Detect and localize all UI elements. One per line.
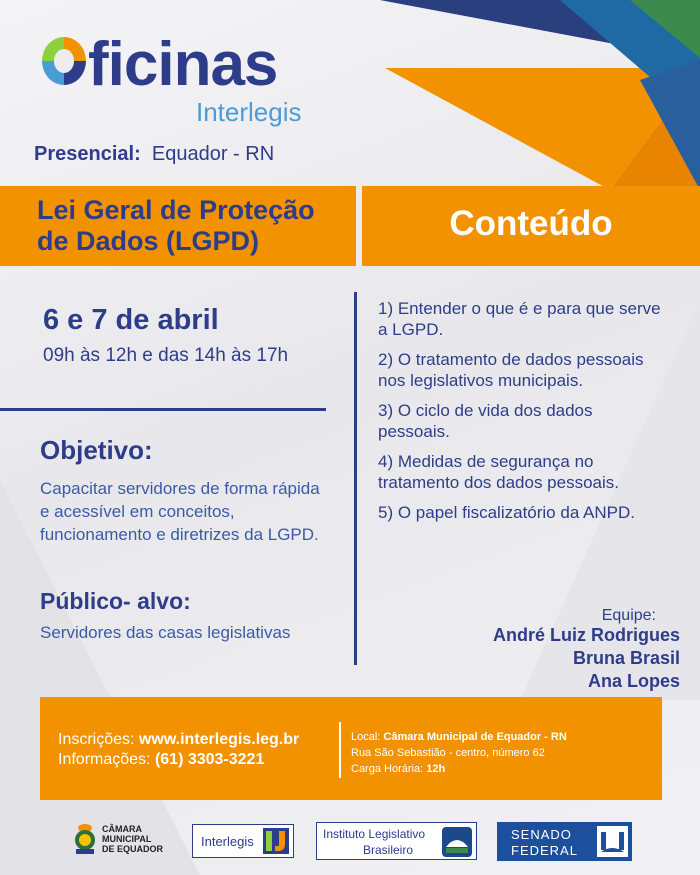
audience-text: Servidores das casas legislativas [40,623,291,642]
interlegis-logo-text: Interlegis [201,834,254,849]
location-label: Local: [351,731,381,743]
team-label: Equipe: [601,607,656,624]
audience-heading: Público- alvo: [40,588,191,614]
address-line: Rua São Sebastião - centro, número 62 [351,747,545,759]
camara-line1: CÂMARA [102,824,142,834]
senado-text-line1: SENADO [511,827,572,842]
information-label: Informações: [58,751,151,768]
ilb-logo [316,822,477,860]
ilb-text-line2: Brasileiro [363,843,414,857]
logo-o-icon [42,37,86,85]
registration-label: Inscrições: [58,731,135,748]
logo-subtitle: Interlegis [196,97,302,127]
course-time: 09h às 12h e das 14h às 17h [43,345,289,366]
objective-text: Capacitar servidores de forma rápida e acessível em conceitos, funcionamento e diretrizes da LGPD. [40,479,320,544]
topic-item: 1) Entender o que é e para que serve a LGPD. [378,299,661,339]
senado-logo [497,822,632,861]
team-member: André Luiz Rodrigues [492,625,680,645]
oficinas-logo [42,30,278,99]
topic-item: 4) Medidas de segurança no tratamento dos dados pessoais. [378,452,619,492]
objective-heading: Objetivo: [40,435,153,465]
location-value: Câmara Municipal de Equador - RN [383,731,567,743]
ilb-mark-icon [442,827,472,857]
content-heading: Conteúdo [449,204,613,243]
interlegis-mark-icon [263,828,289,854]
team-list [400,624,680,693]
camara-seal-icon [72,822,98,856]
team-member: Bruna Brasil [572,648,680,668]
ilb-text-line1: Instituto Legislativo [323,827,426,841]
senado-text-line2: FEDERAL [511,843,578,858]
workload-label: Carga Horária: [351,763,424,775]
logo-title-rest: ficinas [88,30,278,99]
senado-mark-icon [597,826,628,857]
location-line [351,731,567,743]
interlegis-logo [192,824,294,858]
presencial-line [34,143,274,166]
registration-line [58,731,299,749]
camara-line2: MUNICIPAL [102,834,152,844]
camara-line3: DE EQUADOR [102,844,164,854]
horizontal-divider [0,408,326,411]
registration-url[interactable]: www.interlegis.leg.br [138,731,300,748]
topic-item: 2) O tratamento de dados pessoais nos legislativos municipais. [378,350,644,390]
team-member: Ana Lopes [587,671,680,691]
presencial-label: Presencial: [34,143,141,165]
workload-line [351,763,445,775]
course-title [37,195,357,257]
topic-list [378,298,668,532]
topic-item: 3) O ciclo de vida dos dados pessoais. [378,401,593,441]
phone-number[interactable]: (61) 3303-3221 [154,751,265,768]
info-divider [339,722,341,778]
information-line [58,751,264,769]
course-title-line1: Lei Geral de Proteção [37,195,315,225]
camara-text [102,824,163,854]
topic-item: 5) O papel fiscalizatório da ANPD. [378,503,636,522]
presencial-value: Equador - RN [151,143,275,165]
vertical-divider [354,292,357,665]
camara-logo [72,822,182,860]
course-date: 6 e 7 de abril [43,304,219,336]
workload-value: 12h [426,763,446,775]
course-title-line2: de Dados (LGPD) [37,226,260,256]
